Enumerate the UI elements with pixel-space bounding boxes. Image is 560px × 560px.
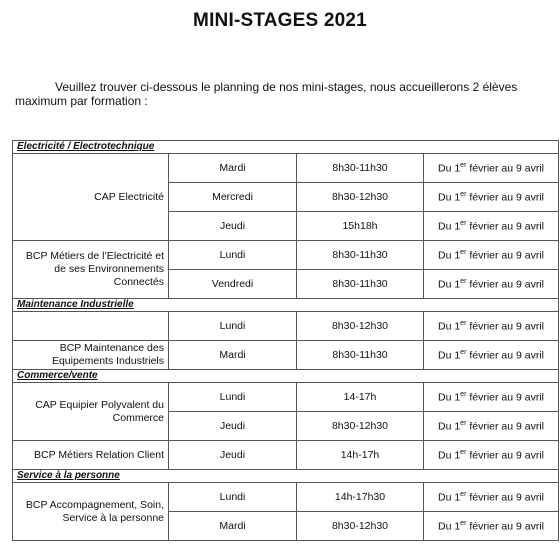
day-cell: Mardi — [169, 341, 297, 370]
section-header-row — [13, 299, 559, 312]
date-range-prefix: Du 1 — [437, 420, 461, 433]
section-header-cell — [13, 370, 559, 383]
date-range-superscript: er — [460, 519, 467, 527]
date-range-cell — [424, 183, 559, 212]
section-header-cell — [13, 141, 559, 154]
date-range-superscript: er — [460, 219, 467, 227]
day-cell: Vendredi — [169, 270, 297, 299]
formation-cell: CAP Electricité — [13, 154, 169, 241]
date-range-superscript: er — [460, 190, 467, 198]
day-cell: Lundi — [169, 312, 297, 341]
section-title: Electricité / Electrotechnique — [17, 141, 155, 152]
schedule-row — [13, 383, 559, 412]
day-cell: Mercredi — [169, 183, 297, 212]
formation-cell: BCP Maintenance des Equipements Industriels — [13, 341, 169, 370]
schedule-row — [13, 241, 559, 270]
date-range-cell — [424, 270, 559, 299]
date-range-cell — [424, 154, 559, 183]
formation-cell: BCP Métiers Relation Client — [13, 441, 169, 470]
date-range-suffix: février au 9 avril — [466, 520, 545, 533]
date-range-suffix: février au 9 avril — [466, 449, 545, 462]
day-cell: Jeudi — [169, 441, 297, 470]
day-cell: Mardi — [169, 512, 297, 541]
schedule-table — [12, 140, 559, 541]
section-header-row — [13, 141, 559, 154]
hours-cell: 14-17h — [297, 383, 424, 412]
date-range-prefix: Du 1 — [437, 162, 461, 175]
schedule-row — [13, 312, 559, 341]
date-range-cell — [424, 441, 559, 470]
date-range-superscript: er — [460, 277, 467, 285]
page-title: MINI-STAGES 2021 — [193, 10, 367, 31]
date-range-prefix: Du 1 — [437, 191, 461, 204]
date-range-superscript: er — [460, 161, 467, 169]
date-range-prefix: Du 1 — [437, 349, 461, 362]
date-range-suffix: février au 9 avril — [466, 320, 545, 333]
section-title: Service à la personne — [17, 470, 120, 481]
intro-paragraph: Veuillez trouver ci-dessous le planning de nos mini-stages, nous accueillerons 2 élèves maximum par formation : — [15, 80, 518, 108]
date-range-cell — [424, 341, 559, 370]
section-header-cell — [13, 470, 559, 483]
day-cell: Lundi — [169, 383, 297, 412]
section-header-cell — [13, 299, 559, 312]
date-range-prefix: Du 1 — [437, 391, 461, 404]
hours-cell: 8h30-12h30 — [297, 312, 424, 341]
date-range-suffix: février au 9 avril — [466, 191, 545, 204]
formation-cell: CAP Equipier Polyvalent du Commerce — [13, 383, 169, 441]
schedule-table-body — [13, 141, 559, 541]
date-range-suffix: février au 9 avril — [466, 391, 545, 404]
date-range-prefix: Du 1 — [437, 449, 461, 462]
section-header-row — [13, 370, 559, 383]
date-range-cell — [424, 212, 559, 241]
day-cell: Lundi — [169, 241, 297, 270]
date-range-suffix: février au 9 avril — [466, 249, 545, 262]
hours-cell: 8h30-11h30 — [297, 341, 424, 370]
hours-cell: 14h-17h — [297, 441, 424, 470]
schedule-row — [13, 483, 559, 512]
date-range-prefix: Du 1 — [437, 249, 461, 262]
formation-cell: BCP Métiers de l’Electricité et de ses Environnements Connectés — [13, 241, 169, 299]
date-range-cell — [424, 483, 559, 512]
date-range-superscript: er — [460, 448, 467, 456]
date-range-prefix: Du 1 — [437, 520, 461, 533]
formation-cell — [13, 312, 169, 341]
section-header-row — [13, 470, 559, 483]
hours-cell: 14h-17h30 — [297, 483, 424, 512]
date-range-prefix: Du 1 — [437, 320, 461, 333]
date-range-superscript: er — [460, 490, 467, 498]
hours-cell: 8h30-12h30 — [297, 512, 424, 541]
date-range-cell — [424, 412, 559, 441]
date-range-superscript: er — [460, 348, 467, 356]
date-range-prefix: Du 1 — [437, 220, 461, 233]
date-range-cell — [424, 241, 559, 270]
formation-cell: BCP Accompagnement, Soin, Service à la personne — [13, 483, 169, 541]
day-cell: Mardi — [169, 154, 297, 183]
date-range-superscript: er — [460, 319, 467, 327]
date-range-suffix: février au 9 avril — [466, 420, 545, 433]
date-range-suffix: février au 9 avril — [466, 349, 545, 362]
date-range-cell — [424, 512, 559, 541]
schedule-row — [13, 341, 559, 370]
hours-cell: 8h30-12h30 — [297, 183, 424, 212]
hours-cell: 8h30-11h30 — [297, 241, 424, 270]
hours-cell: 8h30-11h30 — [297, 154, 424, 183]
day-cell: Jeudi — [169, 212, 297, 241]
section-title: Commerce/vente — [17, 370, 98, 381]
hours-cell: 15h18h — [297, 212, 424, 241]
date-range-prefix: Du 1 — [437, 491, 461, 504]
schedule-row — [13, 154, 559, 183]
date-range-superscript: er — [460, 390, 467, 398]
date-range-suffix: février au 9 avril — [466, 491, 545, 504]
hours-cell: 8h30-11h30 — [297, 270, 424, 299]
day-cell: Lundi — [169, 483, 297, 512]
date-range-superscript: er — [460, 419, 467, 427]
date-range-suffix: février au 9 avril — [466, 220, 545, 233]
date-range-prefix: Du 1 — [437, 278, 461, 291]
date-range-suffix: février au 9 avril — [466, 278, 545, 291]
date-range-superscript: er — [460, 248, 467, 256]
day-cell: Jeudi — [169, 412, 297, 441]
date-range-cell — [424, 312, 559, 341]
section-title: Maintenance Industrielle — [17, 299, 134, 310]
schedule-row — [13, 441, 559, 470]
hours-cell: 8h30-12h30 — [297, 412, 424, 441]
date-range-suffix: février au 9 avril — [466, 162, 545, 175]
date-range-cell — [424, 383, 559, 412]
